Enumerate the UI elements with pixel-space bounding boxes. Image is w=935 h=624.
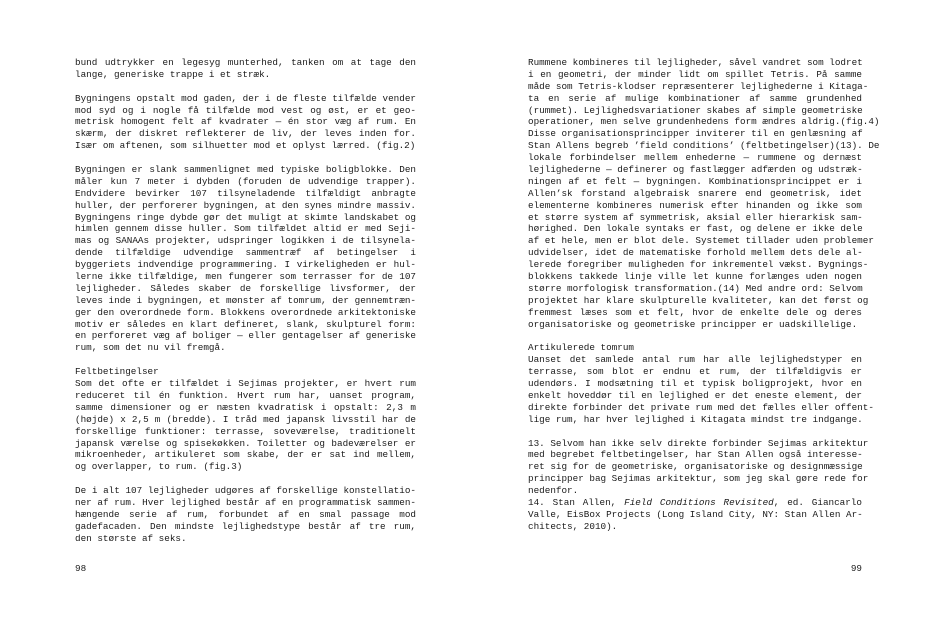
text-line: mas og SANAAs projekter, udspringer logikken i de tilsynela- (75, 235, 416, 247)
text-line: metrisk homogent felt af kvadrater — én stor væg af rum. En (75, 116, 416, 128)
text-line: med begrebet feltbetingelser, har Stan Allen også interesse- (528, 449, 863, 461)
text-line: leves inde i bygningen, et mønster af tomrum, der gennemtræn- (75, 294, 416, 306)
text-segment: , ed. Giancarlo (773, 496, 863, 508)
text-line: principper bag Sejimas arkitektur, som jeg skal gøre rede for (528, 473, 869, 485)
text-line: samme dimensioner og er næsten kvadratisk i opstalt: 2,3 m (75, 401, 416, 413)
text-line: blokkens takkede linje ville let kunne forlænges uden nogen (528, 271, 862, 283)
page-right-body (528, 57, 880, 545)
text-line: lokale forbindelser mellem enhederne — rummene og dernæst (528, 152, 862, 164)
text-line: dende tilfældige udvendige sammentræf af betingelser i (75, 247, 416, 259)
text-line: skærm, der diskret reflekterer de liv, der leves inden for. (75, 128, 416, 140)
text-line: himlen gennem disse huller. Som tilfældet altid er med Seji- (75, 223, 416, 235)
text-line: nedenfor. (528, 485, 579, 497)
text-line: ta en serie af mulige kombinationer af samme grundenhed (528, 92, 862, 104)
text-line: måler kun 7 meter i dybden (foruden de udvendige trapper). (75, 175, 416, 187)
text-line: ningen af et felt — bygningen. Kombinationsprincippet er i (528, 175, 862, 187)
text-line: Som det ofte er tilfældet i Sejimas projekter, er hvert rum (75, 378, 416, 390)
paragraph (528, 57, 880, 330)
book-title: Field Conditions Revisited (624, 496, 774, 508)
text-line: Valle, EisBox Projects (Long Island City, NY: Stan Allen Ar- (528, 508, 863, 520)
text-line: huller, der perforerer bygningen, at den synes mindre massiv. (75, 199, 416, 211)
text-line: Endvidere bevirker 107 tilsyneladende tilfældigt anbragte (75, 187, 416, 199)
text-line: reduceret til én funktion. Hvert rum har, uanset program, (75, 389, 416, 401)
paragraph (75, 93, 416, 152)
text-segment: 14. Stan Allen, (528, 496, 625, 508)
text-line: chitects, 2010). (528, 520, 618, 532)
text-line: ger den overordnede form. Blokkens overordnede arkitektoniske (75, 306, 416, 318)
text-line: lejlighederne — definerer og fastlægger adfærden og udstræk- (528, 164, 863, 176)
text-line: lange, generiske trappe i et stræk. (75, 68, 271, 80)
text-line: Bygningen er slank sammenlignet med typiske boligblokke. Den (75, 164, 416, 176)
text-line: direkte forbinder det private rum med det fælles eller offent- (528, 401, 874, 413)
text-line: operationer, men selve grundenhedens form ændres aldrig.(fig.4) (528, 116, 880, 128)
text-line: mikroenheder, artikuleret som skabe, der er sat ind mellem, (75, 449, 416, 461)
text-line: måde som Tetris-klodser repræsenterer lejlighederne i Kitaga- (528, 80, 869, 92)
text-line: Stan Allens begreb ’field conditions’ (feltbetingelser)(13). De (528, 140, 880, 152)
text-line: (højde) x 2,5 m (bredde). I tråd med japansk livsstil har de (75, 413, 416, 425)
section-heading: Artikulerede tomrum (528, 342, 635, 354)
text-line: ner af rum. Hver lejlighed består af en programmatisk sammen- (75, 496, 416, 508)
text-line: fremmest læses som et felt, hvor de enkelte dele og deres (528, 306, 862, 318)
text-line: byggeriets indvendige programmering. I virkeligheden er hul- (75, 259, 416, 271)
text-line: projektet har klare skulpturelle kvaliteter, kan det først og (528, 294, 869, 306)
text-line: i en geometri, der minder lidt om spillet Tetris. På samme (528, 68, 862, 80)
paragraph (75, 366, 416, 473)
text-line: Bygningens opstalt mod gaden, der i de fleste tilfælde vender (75, 92, 416, 104)
text-line: japansk værelse og spisekøkken. Toiletter og badeværelser er (75, 437, 416, 449)
text-line: enkelt hoveddør til en lejlighed er det eneste element, der (528, 389, 862, 401)
text-line: Allen’sk forstand algebraisk snarere end geometrisk, idet (528, 187, 862, 199)
text-line: af et hele, men er blot dele. Systemet tillader uden problemer (528, 235, 874, 247)
text-line: forskellige funktioner: terrasse, soveværelse, traditionelt (75, 425, 416, 437)
text-line: lerne ikke tilfældige, men fungerer som terrasser for de 107 (75, 271, 416, 283)
section-heading: Feltbetingelser (75, 366, 159, 378)
text-line: Især om aftenen, som silhuetter mod et oplyst lærred. (fig.2) (75, 140, 416, 152)
footnotes (528, 437, 869, 533)
text-line: lige rum, har hver lejlighed i Kitagata mindst tre indgange. (528, 413, 863, 425)
text-line: udendørs. I modsætning til et typisk boligprojekt, hvor en (528, 378, 862, 390)
text-line: bund udtrykker en legesyg munterhed, tanken om at tage den (75, 57, 416, 68)
text-line: rum, som det nu vil fremgå. (75, 342, 226, 354)
paragraph (75, 485, 416, 544)
text-line: elementerne kombineres numerisk efter hinanden og ikke som (528, 199, 862, 211)
text-line: hængende serie af rum, forbundet af en smal passage mod (75, 508, 416, 520)
page-number-right: 99 (850, 563, 862, 574)
paragraph (75, 164, 416, 354)
text-line: 13. Selvom han ikke selv direkte forbinder Sejimas arkitektur (528, 437, 869, 449)
text-line: ret sig for de geometriske, organisatoriske og designmæssige (528, 461, 863, 473)
text-line: større morfologisk transformation.(14) Med andre ord: Selvom (528, 282, 863, 294)
text-line: et større system af symmetrisk, aksial eller hierarkisk sam- (528, 211, 863, 223)
text-line: Uanset det samlede antal rum har alle lejlighedstyper en (528, 354, 862, 366)
text-line: lejligheder. Således skaber de forskellige livsformer, der (75, 282, 416, 294)
text-line: (rummet). Lejlighedsvariationer skabes af simple geometriske (528, 104, 863, 116)
text-line: gadefacaden. Den mindste lejlighedstype består af tre rum, (75, 520, 416, 532)
paragraph (528, 342, 874, 425)
paragraph (75, 57, 416, 81)
text-line: lerede foregriber muligheden for inkrementel vækst. Bygnings- (528, 259, 869, 271)
page-left-body (75, 57, 416, 556)
text-line: en perforeret væg af boliger — eller gentagelser af generiske (75, 330, 416, 342)
text-line: Disse organisationsprincipper inviterer til en genlæsning af (528, 128, 863, 140)
text-line: udvidelser, idet de matematiske forhold mellem dets dele al- (528, 247, 863, 259)
text-line (528, 497, 862, 509)
text-line: og overlapper, to rum. (fig.3) (75, 461, 243, 473)
text-line: den største af seks. (75, 532, 187, 544)
text-line: De i alt 107 lejligheder udgøres af forskellige konstellatio- (75, 485, 416, 497)
text-line: mod syd og i nogle få tilfælde mod vest og øst, er et geo- (75, 104, 416, 116)
text-line: hørighed. Den lokale syntaks er fast, og delene er ikke dele (528, 223, 863, 235)
text-line: Rummene kombineres til lejligheder, såvel vandret som lodret (528, 57, 863, 68)
text-line: organisatoriske og geometriske principper er uadskillelige. (528, 318, 858, 330)
text-line: Bygningens ringe dybde gør det muligt at skimte landskabet og (75, 211, 416, 223)
page-number-left: 98 (75, 563, 87, 574)
text-line: terrasse, som blot er endnu et rum, der tilfældigvis er (528, 366, 862, 378)
text-line: motiv er således en klart defineret, slank, skulpturel form: (75, 318, 416, 330)
